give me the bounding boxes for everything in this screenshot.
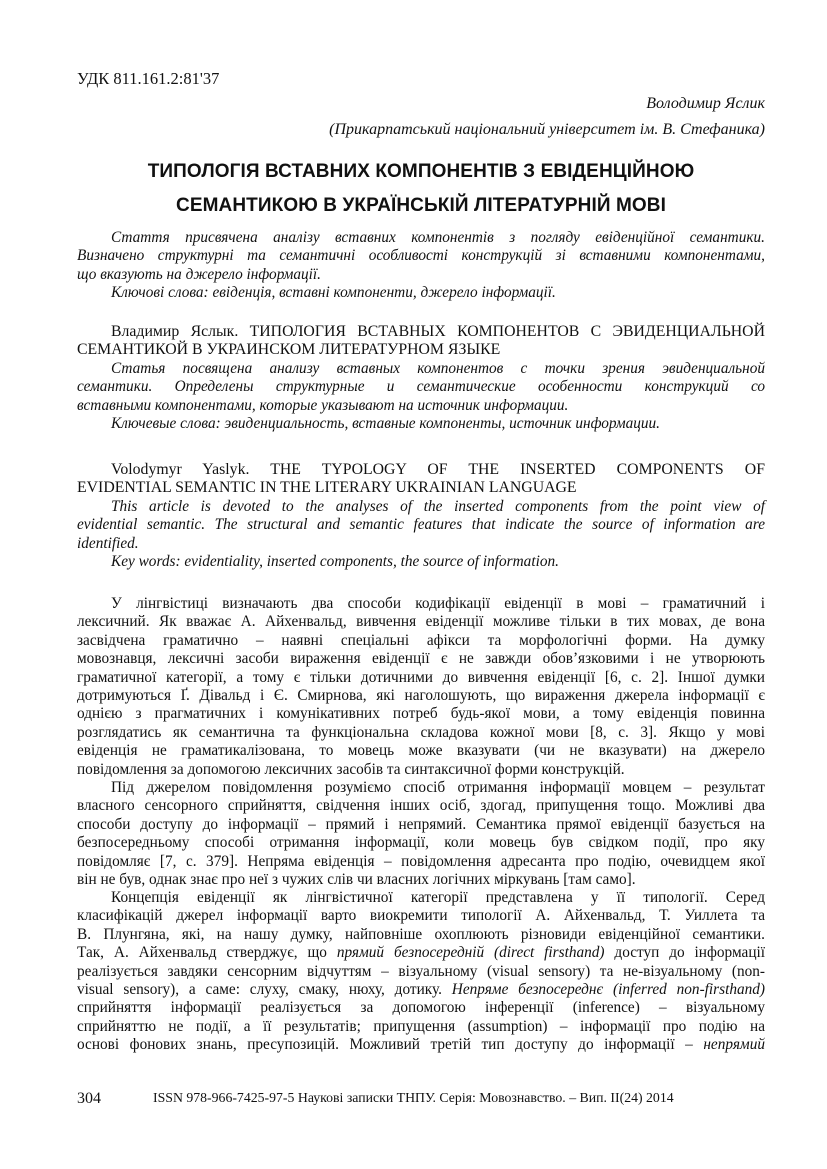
text-line: розглядатись як семантична та функціональна складова кожної мови [8, с. 3]. Якщо у мові xyxy=(77,723,765,741)
title-line: ТИПОЛОГІЯ ВСТАВНИХ КОМПОНЕНТІВ З ЕВІДЕНЦІЙНОЮ xyxy=(147,161,695,182)
italic-term: Непряме безпосереднє (inferred non-firsthand) xyxy=(451,981,766,999)
keywords-russian: Ключевые слова: эвиденциальность, вставные компоненты, источник информации. xyxy=(111,415,660,433)
abstract-line: identified. xyxy=(77,534,139,552)
text-line: повідомлення за допомогою лексичних засобів та синтаксичної форми конструкцій. xyxy=(77,760,625,778)
text-line: Концепція евіденції як лінгвістичної категорії представлена у її типології. Серед xyxy=(111,889,765,906)
author-affiliation: (Прикарпатський національний університет ім. В. Стефаника) xyxy=(329,121,765,138)
title-line: СЕМАНТИКОЮ В УКРАЇНСЬКІЙ ЛІТЕРАТУРНІЙ МОВІ xyxy=(176,195,666,216)
ru-title-line: СЕМАНТИКОЙ В УКРАИНСКОМ ЛИТЕРАТУРНОМ ЯЗЫКЕ xyxy=(77,341,501,359)
page-number: 304 xyxy=(77,1090,101,1107)
text-line: Під джерелом повідомлення розуміємо спосіб отримання інформації мовцем – результат xyxy=(111,779,765,796)
body-paragraph-1 xyxy=(77,595,765,779)
abstract-line: evidential semantic. The structural and semantic features that indicate the source of information are xyxy=(77,516,765,534)
text-line xyxy=(77,981,765,999)
article-title xyxy=(77,162,765,216)
russian-summary xyxy=(77,323,765,360)
text-line: сприйняття інформації реалізується за допомогою інференції (inference) – візуальному xyxy=(77,999,765,1017)
text-line: класифікацій джерел інформації варто виокремити типології А. Айхенвальд, Т. Уиллета та xyxy=(77,907,765,925)
text-line: граматичної категорії, а тому є тільки дотичними до вивчення евіденції [6, с. 2]. Іншої думки xyxy=(77,668,765,686)
author-name: Володимир Яслик xyxy=(646,95,765,112)
text-run: основі фонових знань, пресупозицій. Можливий третій тип доступу до інформації – xyxy=(77,1036,704,1054)
journal-footer: ISSN 978-966-7425-97-5 Наукові записки ТНПУ. Серія: Мовознавство. – Вип. ІІ(24) 2014 xyxy=(153,1090,674,1105)
keywords-ukrainian: Ключові слова: евіденція, вставні компоненти, джерело інформації. xyxy=(111,284,556,302)
text-line: У лінгвістиці визначають два способи кодифікації евіденції в мові – граматичний і xyxy=(111,595,765,612)
text-line: лексичний. Як вважає А. Айхенвальд, вивчення евіденції можливе тільки в тих мовах, де вона xyxy=(77,613,765,631)
text-run: Так, А. Айхенвальд стверджує, що xyxy=(77,944,337,962)
abstract-russian xyxy=(77,360,765,434)
abstract-line: This article is devoted to the analyses of the inserted components from the point view of xyxy=(111,498,765,515)
text-line: він не був, однак знає про неї з чужих слів чи власних логічних міркувань [там само]. xyxy=(77,871,636,889)
keywords-english: Key words: evidentiality, inserted components, the source of information. xyxy=(111,553,559,571)
text-line: евіденція не граматикалізована, то мовець може вказувати (чи не вказувати) на джерело xyxy=(77,742,765,760)
text-line: власного сенсорного сприйняття, свідчення інших осіб, здогад, припущення тощо. Можливі два xyxy=(77,797,765,815)
abstract-line: вставными компонентами, которые указывают на источник информации. xyxy=(77,396,569,414)
text-line: дотримуються Ґ. Дівальд і Є. Смирнова, які наголошують, що вираження джерела інформації є xyxy=(77,687,765,705)
text-run: доступ до інформації xyxy=(604,944,765,962)
body-paragraph-3 xyxy=(77,889,765,1055)
abstract-line: Стаття присвячена аналізу вставних компонентів з погляду евіденційної семантики. xyxy=(111,229,765,246)
text-line: однією з прагматичних і комунікативних потреб будь-якої мови, а тому евіденція повинна xyxy=(77,705,765,723)
abstract-line: Визначено структурні та семантичні особливості конструкцій зі вставними компонентами, xyxy=(77,247,765,265)
text-line: В. Плунгяна, які, на нашу думку, найповніше охоплюють різновиди евіденційної семантики. xyxy=(77,925,765,943)
text-line: мовознавця, лексичні засоби вираження евіденції є не завжди обов’язковими і не утворюють xyxy=(77,650,765,668)
text-line: сприйняттю не події, а її результатів; припущення (assumption) – інформації про подію на xyxy=(77,1017,765,1035)
text-line: безпосередньому способі отримання інформації, коли мовець був свідком події, про яку xyxy=(77,834,765,852)
abstract-ukrainian xyxy=(77,229,765,303)
text-line xyxy=(77,944,765,962)
text-line: повідомляє [7, с. 379]. Непряма евіденція – повідомлення адресанта про подію, очевидцем якої xyxy=(77,852,765,870)
text-line: реалізується завдяки сенсорним відчуттям – візуальному (visual sensory) та не-візуальному (non- xyxy=(77,962,765,980)
text-line xyxy=(77,1036,765,1054)
abstract-line: семантики. Определены структурные и семантические особенности конструкций со xyxy=(77,378,765,396)
text-run: visual sensory), а саме: слуху, смаку, нюху, дотику. xyxy=(77,981,452,999)
body-paragraph-2 xyxy=(77,779,765,889)
text-line: способи доступу до інформації – прямий і непрямий. Семантика прямої евіденції базується на xyxy=(77,815,765,833)
ru-title-line: Владимир Яслык. ТИПОЛОГИЯ ВСТАВНЫХ КОМПОНЕНТОВ С ЭВИДЕНЦИАЛЬНОЙ xyxy=(111,323,765,340)
italic-term: непрямий xyxy=(703,1036,765,1054)
abstract-english xyxy=(77,498,765,572)
udc-code: УДК 811.161.2:81'37 xyxy=(77,69,220,88)
abstract-line: Статья посвящена анализу вставных компонентов с точки зрения эвиденциальной xyxy=(111,360,765,377)
english-summary xyxy=(77,461,765,498)
text-line: засвідчена граматично – наявні спеціальні афікси та морфологічні форми. На думку xyxy=(77,631,765,649)
en-title-line: EVIDENTIAL SEMANTIC IN THE LITERARY UKRAINIAN LANGUAGE xyxy=(77,479,577,497)
en-title-line: Volodymyr Yaslyk. THE TYPOLOGY OF THE INSERTED COMPONENTS OF xyxy=(111,461,765,478)
italic-term: прямий безпосередній (direct firsthand) xyxy=(336,944,605,962)
abstract-line: що вказують на джерело інформації. xyxy=(77,265,321,283)
